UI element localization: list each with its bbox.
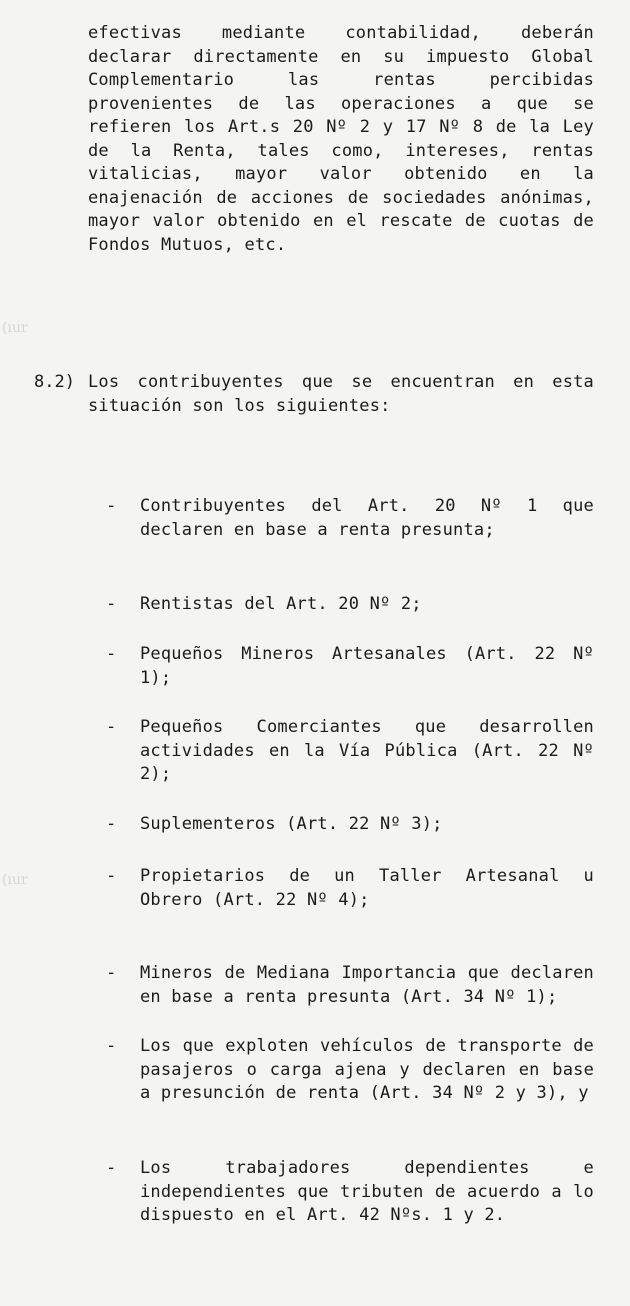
intro-paragraph: efectivas mediante contabilidad, deberán declarar directamente en su impuesto Global Complementario las rentas percibidas provenientes de las operaciones a que se refieren los Art.s 20 Nº 2 y 17 Nº 8 de la Ley de la Renta, tales como, intereses, rentas vitalicias, mayor valor obtenido en la enajenación de acciones de sociedades anónimas, mayor valor obtenido en el rescate de cuotas de Fondos Mutuos, etc.: [88, 23, 594, 255]
list-bullet: -: [106, 963, 117, 983]
section-number: 8.2): [34, 372, 75, 392]
list-bullet: -: [106, 814, 117, 834]
list-item: Suplementeros (Art. 22 Nº 3);: [140, 814, 443, 834]
list-bullet: -: [106, 1036, 117, 1056]
bleed-through-mark: (ıur: [2, 320, 28, 336]
list-bullet: -: [106, 594, 117, 614]
list-item: Propietarios de un Taller Artesanal u Obrero (Art. 22 Nº 4);: [140, 866, 594, 910]
list-bullet: -: [106, 866, 117, 886]
list-item: Pequeños Mineros Artesanales (Art. 22 Nº 1);: [140, 644, 594, 688]
list-item: Los trabajadores dependientes e independientes que tributen de acuerdo a lo dispuesto en el Art. 42 Nºs. 1 y 2.: [140, 1158, 594, 1225]
list-item: Los que exploten vehículos de transporte de pasajeros o carga ajena y declaren en base a presunción de renta (Art. 34 Nº 2 y 3), y: [140, 1036, 594, 1103]
list-item: Mineros de Mediana Importancia que declaren en base a renta presunta (Art. 34 Nº 1);: [140, 963, 594, 1007]
bleed-through-mark: (ıur: [2, 872, 28, 888]
list-bullet: -: [106, 1158, 117, 1178]
section-intro-text: Los contribuyentes que se encuentran en esta situación son los siguientes:: [88, 372, 594, 416]
list-bullet: -: [106, 717, 117, 737]
list-item: Contribuyentes del Art. 20 Nº 1 que declaren en base a renta presunta;: [140, 496, 594, 540]
list-item: Pequeños Comerciantes que desarrollen actividades en la Vía Pública (Art. 22 Nº 2);: [140, 717, 594, 784]
list-item: Rentistas del Art. 20 Nº 2;: [140, 594, 422, 614]
list-bullet: -: [106, 496, 117, 516]
list-bullet: -: [106, 644, 117, 664]
